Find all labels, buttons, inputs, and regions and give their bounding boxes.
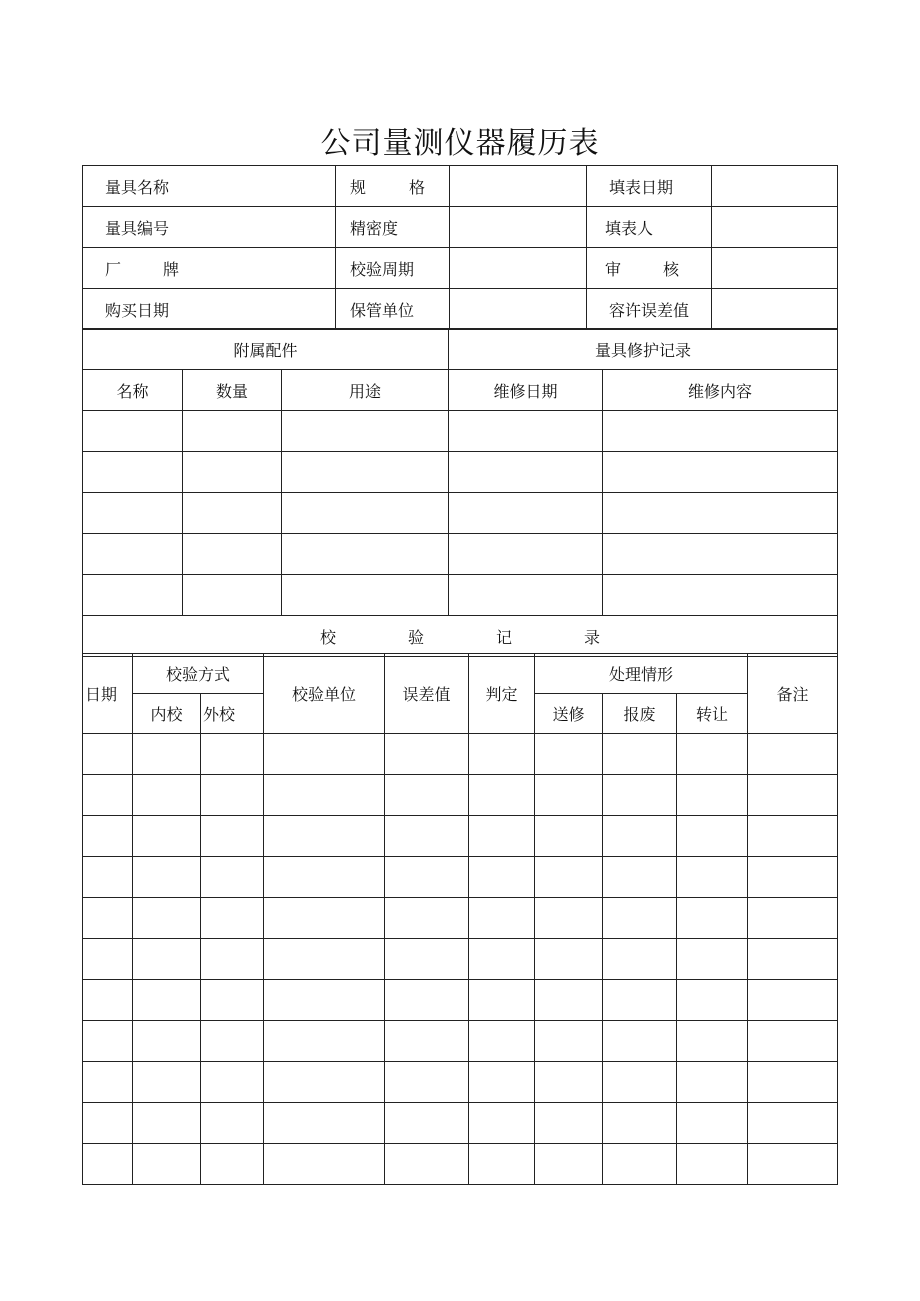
accessories-section-title: 附属配件: [83, 329, 449, 370]
cell[interactable]: [535, 1021, 603, 1062]
label-purchase-date: 购买日期: [83, 289, 336, 330]
cell[interactable]: [133, 898, 201, 939]
cell[interactable]: [535, 980, 603, 1021]
field-tolerance[interactable]: [712, 289, 838, 330]
cell[interactable]: [83, 493, 183, 534]
cell[interactable]: [677, 816, 748, 857]
cell[interactable]: [385, 1144, 469, 1185]
cell[interactable]: [83, 898, 133, 939]
cell[interactable]: [603, 816, 677, 857]
cell[interactable]: [83, 575, 183, 616]
cell[interactable]: [282, 575, 449, 616]
cell[interactable]: [449, 575, 603, 616]
cell[interactable]: [449, 534, 603, 575]
cell[interactable]: [469, 816, 535, 857]
cell[interactable]: [133, 1021, 201, 1062]
cell[interactable]: [535, 1103, 603, 1144]
cell[interactable]: [748, 939, 838, 980]
label-brand: 厂 牌: [83, 248, 336, 289]
cell[interactable]: [183, 534, 282, 575]
cell[interactable]: [535, 816, 603, 857]
cell[interactable]: [677, 1021, 748, 1062]
cell[interactable]: [201, 1021, 264, 1062]
cell[interactable]: [677, 775, 748, 816]
header-calibration-method: 校验方式: [133, 654, 264, 694]
table-row: [83, 575, 838, 616]
cell[interactable]: [133, 857, 201, 898]
cell[interactable]: [133, 980, 201, 1021]
cell[interactable]: [385, 775, 469, 816]
cell[interactable]: [385, 816, 469, 857]
cell[interactable]: [535, 775, 603, 816]
cell[interactable]: [603, 493, 838, 534]
calibration-section-row: [83, 616, 838, 657]
cell[interactable]: [183, 411, 282, 452]
cell[interactable]: [385, 1021, 469, 1062]
cell[interactable]: [449, 452, 603, 493]
cell[interactable]: [603, 1021, 677, 1062]
cell[interactable]: [201, 857, 264, 898]
cell[interactable]: [748, 775, 838, 816]
label-instrument-number: 量具编号: [83, 207, 336, 248]
table-row: [83, 411, 838, 452]
table-row: [83, 898, 838, 939]
cell[interactable]: [264, 734, 385, 775]
cell[interactable]: [83, 1103, 133, 1144]
label-calibration-cycle: 校验周期: [336, 248, 450, 289]
instrument-info-table: [82, 165, 838, 330]
calibration-header-row: [83, 654, 838, 694]
cell[interactable]: [264, 1021, 385, 1062]
table-row: [83, 452, 838, 493]
cell[interactable]: [748, 857, 838, 898]
label-tolerance: 容许误差值: [587, 289, 712, 330]
cell[interactable]: [264, 1062, 385, 1103]
cell[interactable]: [385, 980, 469, 1021]
field-fill-date[interactable]: [712, 166, 838, 207]
cell[interactable]: [603, 411, 838, 452]
cell[interactable]: [264, 816, 385, 857]
label-instrument-name: 量具名称: [83, 166, 336, 207]
cell[interactable]: [603, 898, 677, 939]
cell[interactable]: [201, 1144, 264, 1185]
cell[interactable]: [603, 1103, 677, 1144]
cell[interactable]: [201, 734, 264, 775]
section-header-row: [83, 329, 838, 370]
page-title: 公司量测仪器履历表: [320, 126, 600, 161]
cell[interactable]: [603, 857, 677, 898]
cell[interactable]: [385, 734, 469, 775]
header-internal: 内校: [133, 694, 201, 734]
cell[interactable]: [183, 575, 282, 616]
header-transfer: 转让: [677, 694, 748, 734]
table-row: [83, 534, 838, 575]
cell[interactable]: [83, 534, 183, 575]
cell[interactable]: [83, 980, 133, 1021]
cell[interactable]: [449, 411, 603, 452]
cell[interactable]: [201, 939, 264, 980]
field-spec[interactable]: [450, 166, 587, 207]
table-row: [83, 816, 838, 857]
header-scrap: 报废: [603, 694, 677, 734]
table-row: [83, 493, 838, 534]
cell[interactable]: [469, 939, 535, 980]
cell[interactable]: [677, 939, 748, 980]
table-row: [83, 1062, 838, 1103]
cell[interactable]: [83, 775, 133, 816]
field-filled-by[interactable]: [712, 207, 838, 248]
field-review[interactable]: [712, 248, 838, 289]
header-remarks: 备注: [748, 654, 838, 734]
cell[interactable]: [83, 1144, 133, 1185]
label-filled-by: 填表人: [587, 207, 712, 248]
cell[interactable]: [83, 1021, 133, 1062]
label-custodian-unit: 保管单位: [336, 289, 450, 330]
header-handling: 处理情形: [535, 654, 748, 694]
cell[interactable]: [748, 898, 838, 939]
info-row: [83, 166, 838, 207]
cell[interactable]: [748, 1062, 838, 1103]
cell[interactable]: [133, 1062, 201, 1103]
cell[interactable]: [282, 534, 449, 575]
cell[interactable]: [677, 898, 748, 939]
column-header-row: [83, 370, 838, 411]
header-external: 外校: [201, 694, 264, 734]
cell[interactable]: [385, 939, 469, 980]
calibration-record-table: [82, 653, 838, 1185]
header-accessory-name: 名称: [83, 370, 183, 411]
header-error-value: 误差值: [385, 654, 469, 734]
cell[interactable]: [83, 452, 183, 493]
cell[interactable]: [677, 1103, 748, 1144]
cell[interactable]: [83, 939, 133, 980]
cell[interactable]: [469, 1103, 535, 1144]
field-precision[interactable]: [450, 207, 587, 248]
calibration-section-title: 校 验 记 录: [83, 616, 838, 657]
cell[interactable]: [677, 980, 748, 1021]
table-row: [83, 980, 838, 1021]
cell[interactable]: [264, 775, 385, 816]
cell[interactable]: [603, 534, 838, 575]
cell[interactable]: [83, 816, 133, 857]
cell[interactable]: [83, 1062, 133, 1103]
cell[interactable]: [535, 734, 603, 775]
cell[interactable]: [603, 939, 677, 980]
cell[interactable]: [133, 939, 201, 980]
cell[interactable]: [677, 734, 748, 775]
cell[interactable]: [201, 1062, 264, 1103]
cell[interactable]: [603, 734, 677, 775]
cell[interactable]: [264, 857, 385, 898]
cell[interactable]: [469, 857, 535, 898]
cell[interactable]: [677, 1062, 748, 1103]
cell[interactable]: [603, 1144, 677, 1185]
cell[interactable]: [535, 1062, 603, 1103]
table-row: [83, 1144, 838, 1185]
cell[interactable]: [83, 734, 133, 775]
table-row: [83, 734, 838, 775]
cell[interactable]: [133, 734, 201, 775]
cell[interactable]: [603, 1062, 677, 1103]
cell[interactable]: [201, 898, 264, 939]
cell[interactable]: [535, 857, 603, 898]
header-accessory-purpose: 用途: [282, 370, 449, 411]
cell[interactable]: [264, 980, 385, 1021]
cell[interactable]: [603, 452, 838, 493]
cell[interactable]: [469, 1021, 535, 1062]
cell[interactable]: [201, 1103, 264, 1144]
cell[interactable]: [83, 857, 133, 898]
cell[interactable]: [535, 898, 603, 939]
cell[interactable]: [469, 1062, 535, 1103]
header-send-repair: 送修: [535, 694, 603, 734]
cell[interactable]: [677, 1144, 748, 1185]
field-custodian-unit[interactable]: [450, 289, 587, 330]
cell[interactable]: [385, 857, 469, 898]
header-date: 日期: [83, 654, 133, 734]
header-repair-date: 维修日期: [449, 370, 603, 411]
cell[interactable]: [469, 898, 535, 939]
field-calibration-cycle[interactable]: [450, 248, 587, 289]
cell[interactable]: [748, 980, 838, 1021]
cell[interactable]: [748, 1144, 838, 1185]
cell[interactable]: [282, 411, 449, 452]
cell[interactable]: [469, 1144, 535, 1185]
cell[interactable]: [133, 816, 201, 857]
cell[interactable]: [385, 898, 469, 939]
info-row: [83, 248, 838, 289]
cell[interactable]: [133, 1103, 201, 1144]
cell[interactable]: [264, 1103, 385, 1144]
cell[interactable]: [603, 575, 838, 616]
cell[interactable]: [449, 493, 603, 534]
cell[interactable]: [264, 898, 385, 939]
cell[interactable]: [385, 1062, 469, 1103]
cell[interactable]: [264, 939, 385, 980]
table-row: [83, 857, 838, 898]
cell[interactable]: [133, 775, 201, 816]
cell[interactable]: [748, 1103, 838, 1144]
header-judgment: 判定: [469, 654, 535, 734]
cell[interactable]: [385, 1103, 469, 1144]
label-spec: 规 格: [336, 166, 450, 207]
cell[interactable]: [535, 1144, 603, 1185]
label-review: 审 核: [587, 248, 712, 289]
cell[interactable]: [264, 1144, 385, 1185]
label-fill-date: 填表日期: [587, 166, 712, 207]
cell[interactable]: [201, 775, 264, 816]
cell[interactable]: [183, 452, 282, 493]
cell[interactable]: [133, 1144, 201, 1185]
cell[interactable]: [201, 816, 264, 857]
cell[interactable]: [469, 980, 535, 1021]
info-row: [83, 289, 838, 330]
accessories-maintenance-table: [82, 328, 838, 657]
table-row: [83, 1021, 838, 1062]
table-row: [83, 939, 838, 980]
cell[interactable]: [469, 734, 535, 775]
cell[interactable]: [677, 857, 748, 898]
header-accessory-quantity: 数量: [183, 370, 282, 411]
cell[interactable]: [83, 411, 183, 452]
cell[interactable]: [201, 980, 264, 1021]
maintenance-section-title: 量具修护记录: [449, 329, 838, 370]
cell[interactable]: [748, 816, 838, 857]
cell[interactable]: [603, 980, 677, 1021]
cell[interactable]: [603, 775, 677, 816]
cell[interactable]: [469, 775, 535, 816]
cell[interactable]: [748, 1021, 838, 1062]
header-repair-content: 维修内容: [603, 370, 838, 411]
cell[interactable]: [183, 493, 282, 534]
label-precision: 精密度: [336, 207, 450, 248]
table-row: [83, 775, 838, 816]
header-calibration-unit: 校验单位: [264, 654, 385, 734]
cell[interactable]: [282, 452, 449, 493]
table-row: [83, 1103, 838, 1144]
cell[interactable]: [748, 734, 838, 775]
cell[interactable]: [535, 939, 603, 980]
info-row: [83, 207, 838, 248]
cell[interactable]: [282, 493, 449, 534]
